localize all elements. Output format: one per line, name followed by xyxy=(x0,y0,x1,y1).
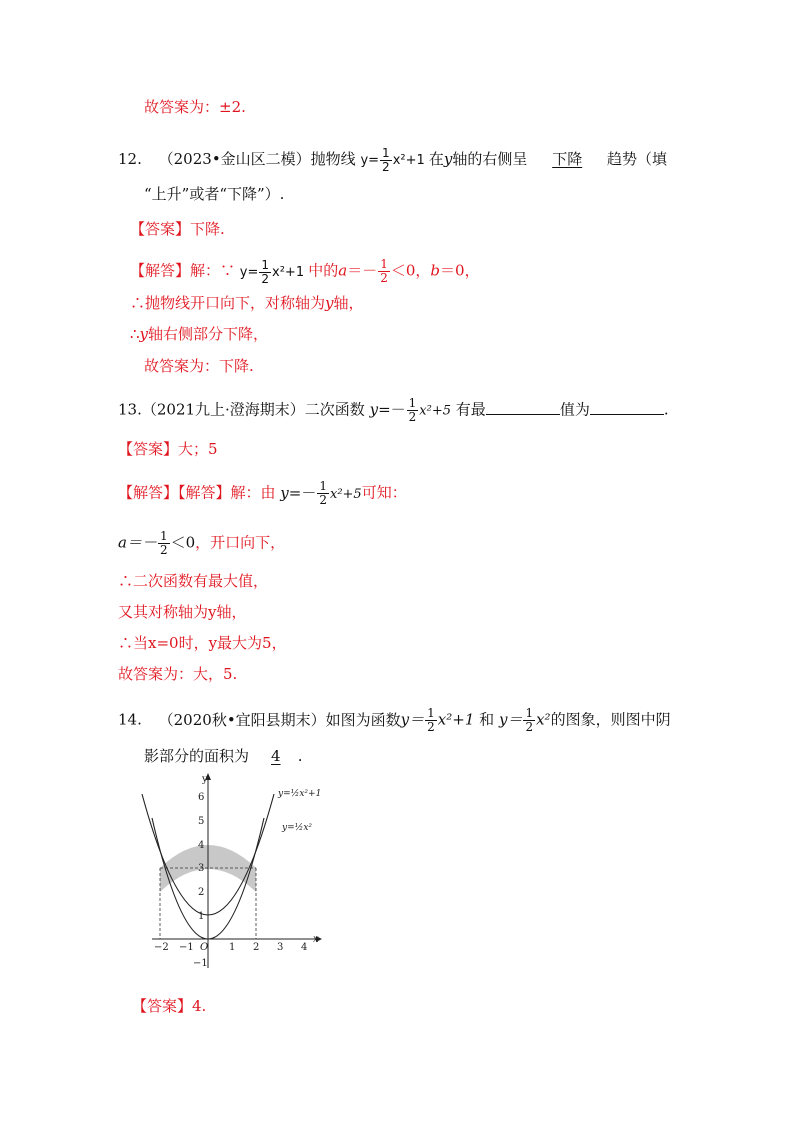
q12-blank-answer: 下降 xyxy=(552,150,583,168)
y-tick: 1 xyxy=(198,911,205,922)
q13-step3: ∴当x=0时，y最大为5， xyxy=(118,634,287,652)
q13-solution: 【解答】【解答】解：由 y=－ $\frac{1}{2}$ x²+5可知： xyxy=(118,479,407,507)
q12-step1: ∴抛物线开口向下，对称轴为y轴， xyxy=(130,294,364,312)
origin-label: O xyxy=(200,942,209,953)
y-axis-label: y xyxy=(202,774,208,785)
y-tick: 4 xyxy=(198,840,205,851)
q12-number: 12. xyxy=(118,150,142,168)
curve2-label: y=½x² xyxy=(282,823,313,833)
q13-step1: ∴二次函数有最大值， xyxy=(118,572,269,590)
q11-final: 故答案为：±2. xyxy=(144,98,246,116)
q13-step2: 又其对称轴为y轴， xyxy=(118,603,247,621)
q13-blank-2 xyxy=(590,398,664,415)
curve1-label: y=½x²+1 xyxy=(278,789,322,799)
x-tick: −1 xyxy=(179,942,194,953)
q14-parabola-graph xyxy=(140,770,340,970)
q12-solution: 【解答】解：∵ y= $\frac{1}{2}$ x²+1 中的a＝－ $\frac{1}{2}$ ＜0，b＝0， xyxy=(130,257,480,286)
x-tick: −2 xyxy=(154,942,169,953)
q12-stem: 12. （2023•金山区二模）抛物线 y= $\frac{1}{2}$ x²+1 在y轴的右侧呈 下降 趋势（填 xyxy=(118,146,667,174)
y-tick: 6 xyxy=(198,792,205,803)
q13-a-value: a＝－ $\frac{1}{2}$ ＜0，开口向下， xyxy=(118,529,286,557)
y-tick: −1 xyxy=(193,958,208,969)
q14-blank-answer: 4 xyxy=(271,747,281,765)
x-tick: 4 xyxy=(301,942,308,953)
q12-stem-line2: “上升”或者“下降”）. xyxy=(144,185,285,203)
q12-solution-equation: y= $\frac{1}{2}$ x²+1 xyxy=(239,257,305,286)
q14-stem-line2: 影部分的面积为 4 . xyxy=(144,747,303,765)
q14-stem: 14. （2020秋•宜阳县期末）如图为函数y＝ $\frac{1}{2}$ x²+1 和 y＝ $\frac{1}{2}$ x²的图象，则图中阴 xyxy=(118,706,671,734)
y-tick: 5 xyxy=(198,816,205,827)
x-tick: 3 xyxy=(277,942,284,953)
q13-stem: 13.（2021九上·澄海期末）二次函数 y=－ $\frac{1}{2}$ x²+5 有最 值为 . xyxy=(118,396,669,424)
x-axis-label: x xyxy=(313,934,319,945)
x-tick: 1 xyxy=(229,942,236,953)
q13-final: 故答案为：大，5. xyxy=(118,665,238,683)
q12-final: 故答案为：下降. xyxy=(144,357,254,375)
q12-answer: 【答案】下降. xyxy=(130,220,225,238)
y-tick: 2 xyxy=(198,887,205,898)
q13-answer: 【答案】大；5 xyxy=(118,440,218,458)
x-tick: 2 xyxy=(253,942,260,953)
q12-step2: ∴y轴右侧部分下降， xyxy=(130,325,269,343)
q12-equation: y= $\frac{1}{2}$ x²+1 xyxy=(360,146,425,174)
q12-source: （2023•金山区二模）抛物线 xyxy=(158,150,356,168)
y-tick: 3 xyxy=(198,863,205,874)
q13-blank-1 xyxy=(486,398,560,415)
q14-answer: 【答案】4. xyxy=(132,997,207,1015)
